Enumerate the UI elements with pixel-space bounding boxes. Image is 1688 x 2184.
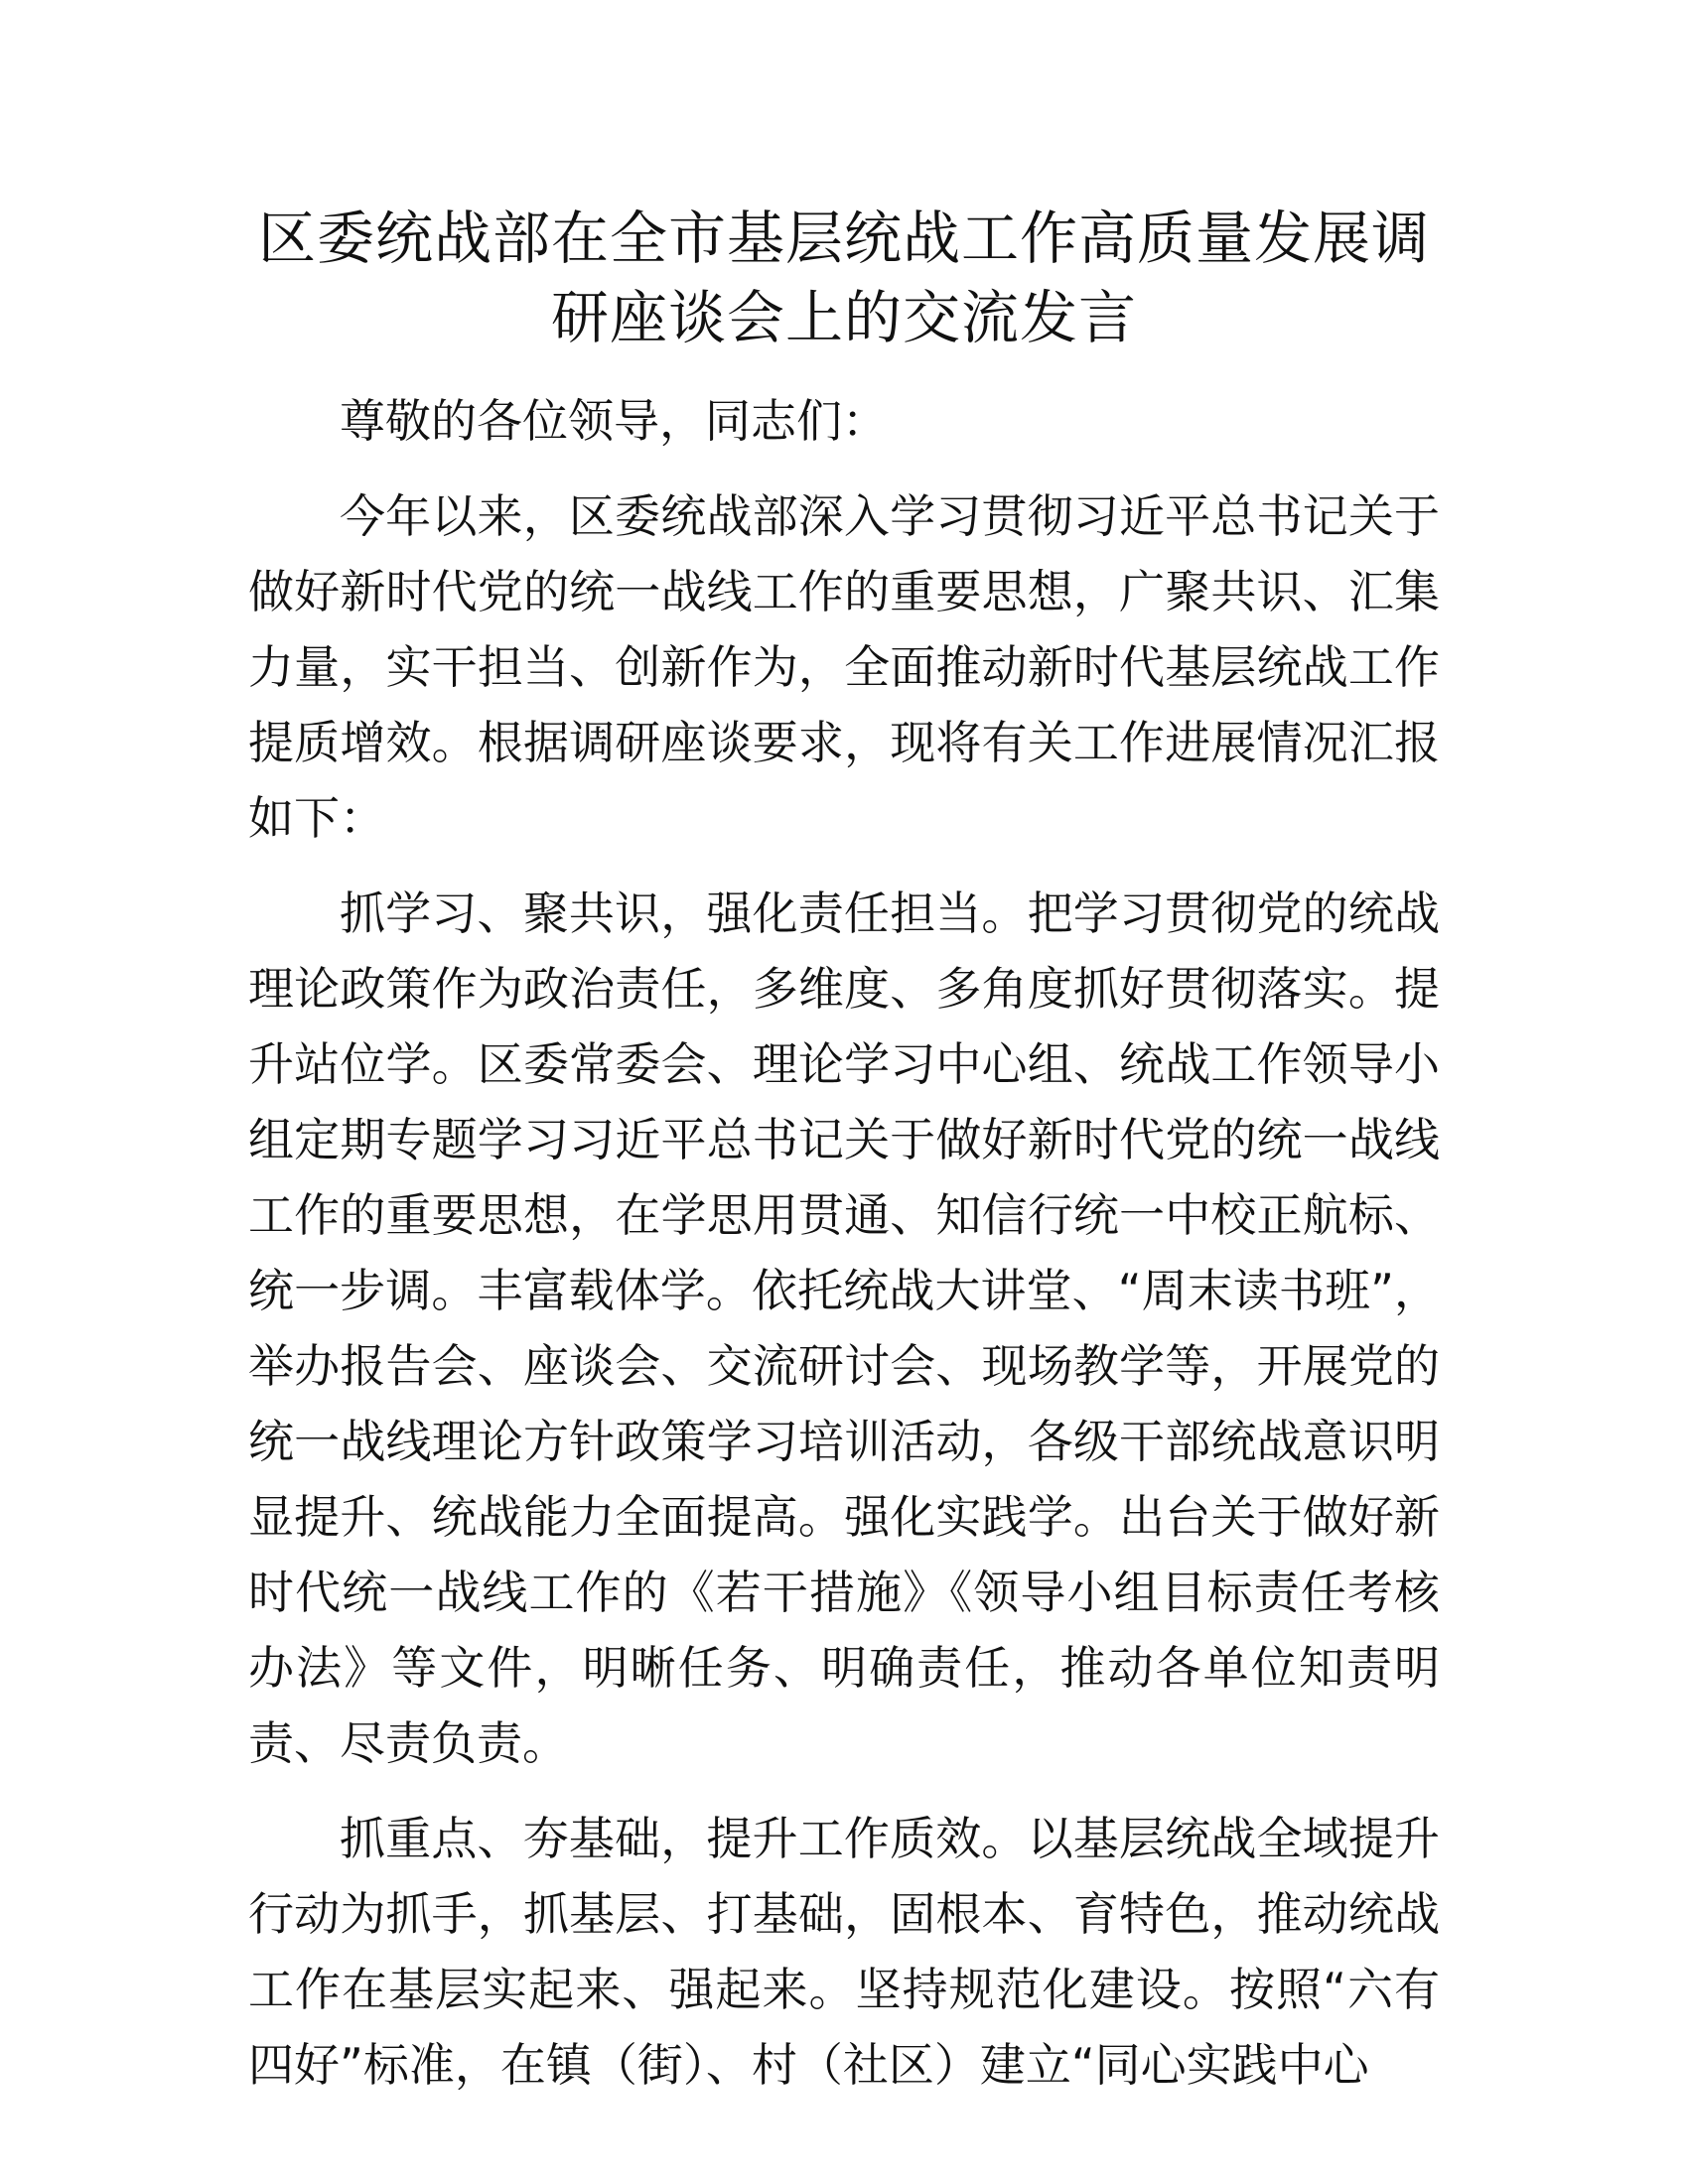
document-title: 区委统战部在全市基层统战工作高质量发展调研座谈会上的交流发言	[257, 205, 1430, 351]
document-body	[248, 383, 1440, 2103]
document-content	[248, 199, 1440, 2122]
study-section-paragraph: 抓学习、聚共识，强化责任担当。把学习贯彻党的统战理论政策作为政治责任，多维度、多角度抓好贯彻落实。提升站位学。区委常委会、理论学习中心组、统战工作领导小组定期专题学习习近平总书记关于做好新时代党的统一战线工作的重要思想，在学思用贯通、知信行统一中校正航标、统一步调。丰富载体学。依托统战大讲堂、“周末读书班”，举办报告会、座谈会、交流研讨会、现场教学等，开展党的统一战线理论方针政策学习培训活动，各级干部统战意识明显提升、统战能力全面提高。强化实践学。出台关于做好新时代统一战线工作的《若干措施》《领导小组目标责任考核办法》等文件，明晰任务、明确责任，推动各单位知责明责、尽责负责。	[248, 887, 1440, 1770]
foundation-section-paragraph: 抓重点、夯基础，提升工作质效。以基层统战全域提升行动为抓手，抓基层、打基础，固根本、育特色，推动统战工作在基层实起来、强起来。坚持规范化建设。按照“六有四好”标准，在镇（街）、村（社区）建立“同心实践中心	[248, 1812, 1440, 2092]
intro-paragraph: 今年以来，区委统战部深入学习贯彻习近平总书记关于做好新时代党的统一战线工作的重要思想，广聚共识、汇集力量，实干担当、创新作为，全面推动新时代基层统战工作提质增效。根据调研座谈要求，现将有关工作进展情况汇报如下：	[248, 489, 1440, 845]
salutation-paragraph: 尊敬的各位领导，同志们：	[340, 394, 888, 448]
